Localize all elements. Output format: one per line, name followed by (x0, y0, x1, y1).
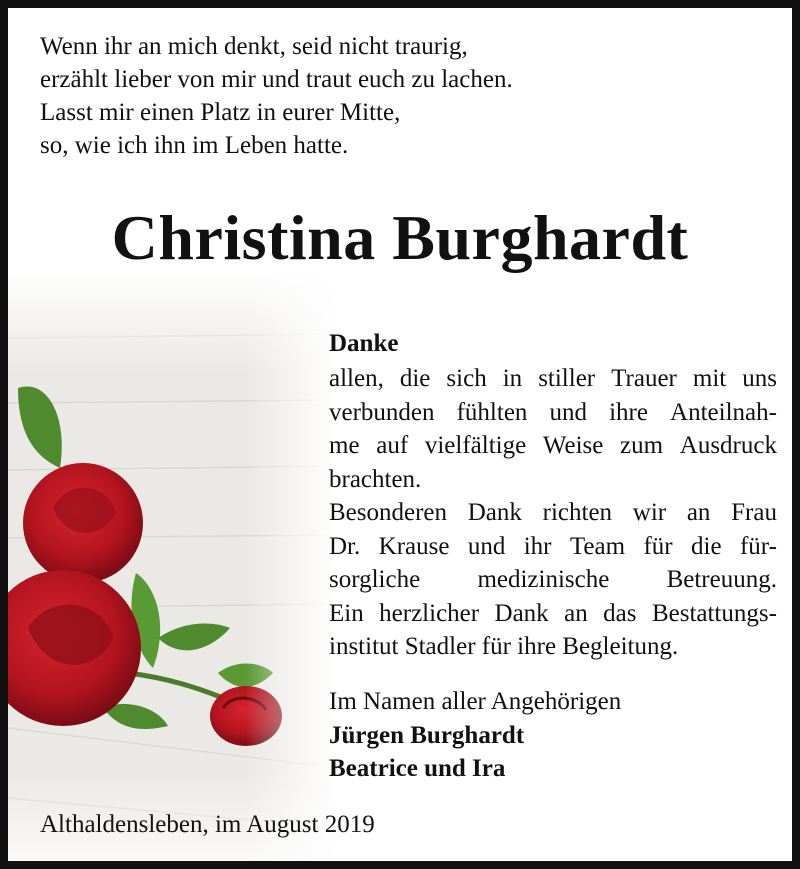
thanks-word: Dr. (329, 532, 361, 560)
thanks-word: auf (376, 432, 409, 459)
thanks-word: Bestattungs- (651, 599, 777, 627)
verse-line: Lasst mir einen Platz in eurer Mitte, (40, 99, 401, 126)
thanks-word: richten (542, 499, 613, 526)
thanks-line (329, 362, 777, 396)
place-and-date: Althaldensleben, im August 2019 (40, 811, 375, 838)
thanks-word: Weise (542, 432, 604, 459)
thanks-title: Danke (329, 330, 399, 357)
thanks-word: Trauer (611, 365, 677, 392)
thanks-line: institut Stadler für ihre Begleitung. (329, 633, 679, 660)
thanks-word: mit (692, 365, 727, 392)
thanks-word: Dank (467, 499, 522, 526)
thanks-word: das (603, 599, 637, 627)
thanks-line: brachten. (329, 465, 422, 493)
thanks-word: an (564, 599, 588, 627)
thanks-line (329, 396, 777, 430)
thanks-word: Betreuung. (666, 566, 777, 593)
thanks-word: Krause (378, 532, 450, 560)
thanks-word: me (329, 432, 360, 459)
thanks-word: für- (739, 532, 777, 560)
thanks-word: die (399, 365, 431, 392)
thanks-line (329, 530, 777, 564)
thanks-line (329, 496, 777, 530)
deceased-name: Christina Burghardt (111, 202, 689, 273)
thanks-word: zum (620, 432, 664, 459)
thanks-line (329, 597, 777, 631)
thanks-word: Anteilnah- (670, 398, 777, 426)
thanks-word: die (691, 532, 722, 560)
verse-line: so, wie ich ihn im Leben hatte. (40, 132, 349, 159)
thanks-word: ihr (523, 532, 552, 560)
thanks-word: Ein (329, 599, 364, 627)
thanks-word: herzlicher (379, 599, 480, 627)
memorial-verse (40, 30, 600, 162)
thanks-word: verbunden (329, 398, 435, 426)
thanks-word: ihre (609, 398, 648, 426)
thanks-word: uns (742, 365, 777, 392)
verse-line: Wenn ihr an mich denkt, seid nicht traurig, (40, 33, 468, 60)
signature-name: Beatrice und Ira (329, 755, 506, 782)
thanks-word: Team (569, 532, 626, 560)
thanks-word: Besonderen (329, 499, 448, 526)
thanks-word: und (467, 532, 506, 560)
thanks-word: Dank (494, 599, 549, 627)
signature-block (329, 685, 621, 786)
verse-line: erzählt lieber von mir und traut euch zu lachen. (40, 66, 513, 93)
thanks-word: an (686, 499, 711, 526)
thanks-word: wir (632, 499, 667, 526)
signature-intro: Im Namen aller Angehörigen (329, 688, 622, 715)
thanks-word: für (643, 532, 673, 560)
thanks-text (329, 325, 777, 664)
thanks-word: Frau (731, 499, 777, 526)
thanks-word: sich (446, 365, 487, 392)
signature-name: Jürgen Burghardt (329, 721, 525, 749)
thanks-line (329, 563, 777, 597)
thanks-word: fühlten (456, 398, 528, 426)
thanks-word: vielfältige (424, 432, 527, 459)
thanks-line (329, 429, 777, 463)
thanks-word: allen, (329, 365, 384, 392)
thanks-word: Ausdruck (679, 432, 777, 459)
thanks-word: medizinische (477, 566, 610, 593)
thanks-word: in (502, 365, 523, 392)
thanks-word: stiller (538, 365, 596, 392)
thanks-word: sorgliche (329, 566, 421, 593)
thanks-word: und (549, 398, 588, 426)
